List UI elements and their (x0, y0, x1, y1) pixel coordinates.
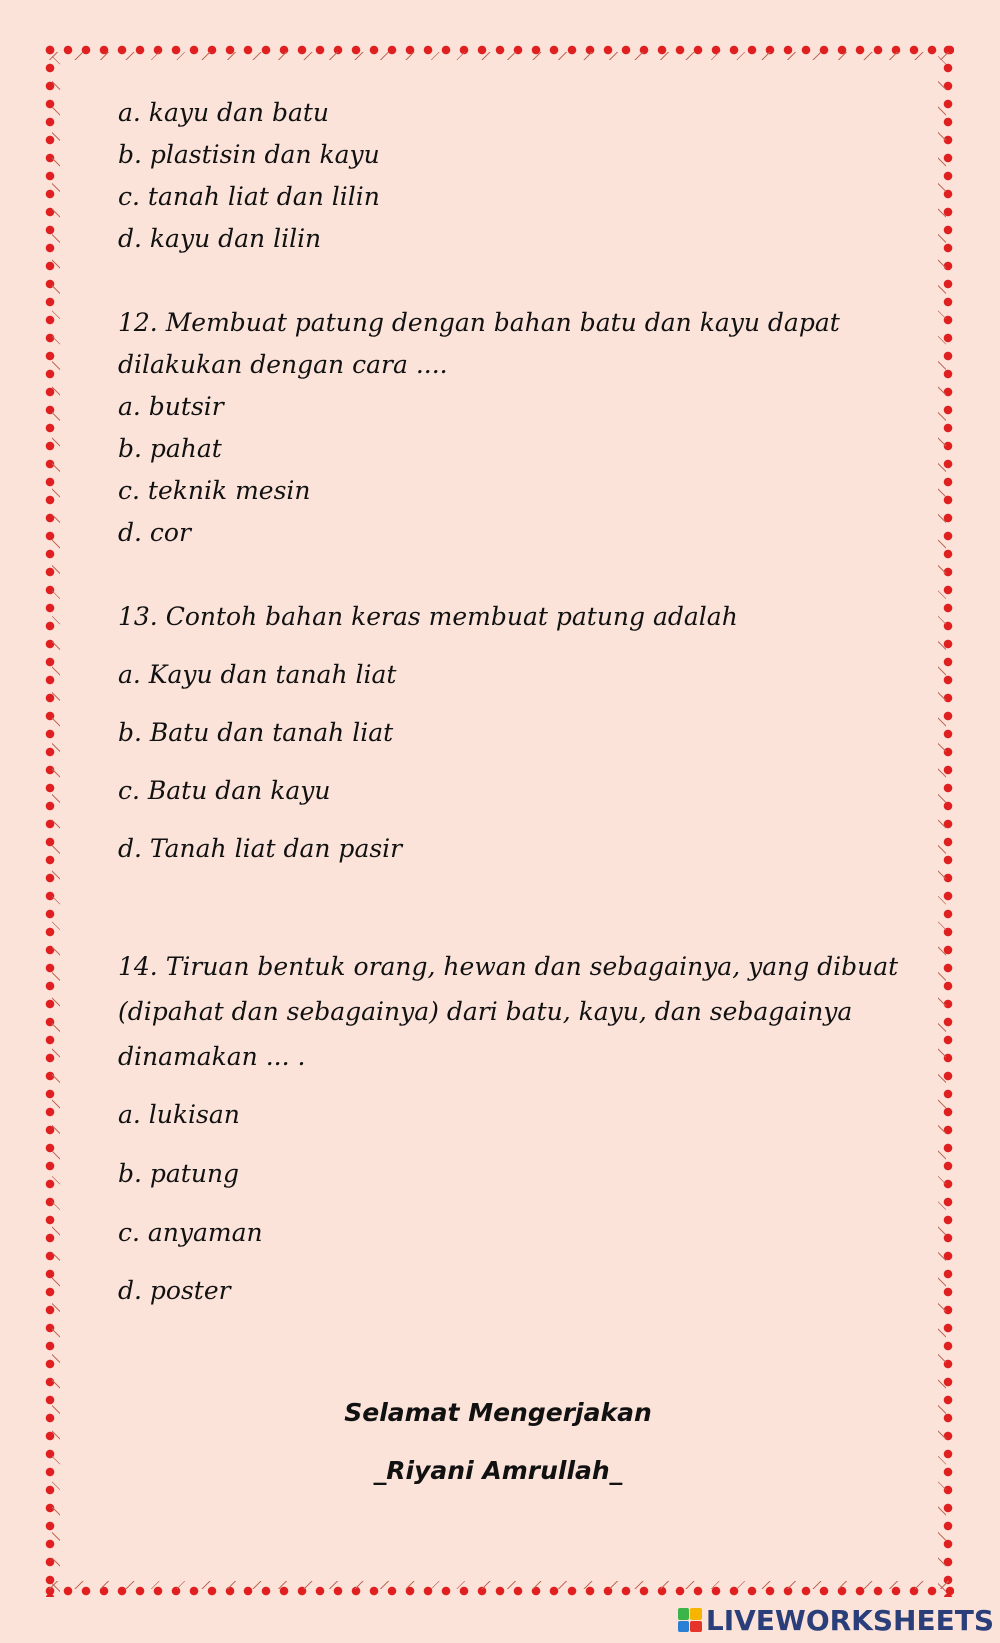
q13-question: 13. Contoh bahan keras membuat patung adalah (118, 602, 738, 631)
stitch-right (938, 44, 946, 1597)
decorative-border (44, 44, 954, 1597)
closing-text: Selamat Mengerjakan (344, 1398, 652, 1427)
q12-option-a: a. butsir (118, 392, 224, 421)
q13-option-d: d. Tanah liat dan pasir (118, 834, 403, 863)
brand-text: LIVEWORKSHEETS (705, 1603, 994, 1637)
q12-question: 12. Membuat patung dengan bahan batu dan kayu dapat (118, 308, 840, 337)
stitch-bottom (44, 1581, 954, 1589)
q13-option-c: c. Batu dan kayu (118, 776, 331, 805)
q12-option-d: d. cor (118, 518, 191, 547)
q14-question-cont2: dinamakan ... . (118, 1042, 306, 1071)
author-name: _Riyani Amrullah_ (373, 1456, 623, 1485)
q12-option-c: c. teknik mesin (118, 476, 311, 505)
q12-question-cont: dilakukan dengan cara .... (118, 350, 448, 379)
q14-option-b: b. patung (118, 1159, 240, 1188)
stitch-top (44, 52, 954, 60)
q11-option-d: d. kayu dan lilin (118, 224, 322, 253)
q11-option-a: a. kayu dan batu (118, 98, 330, 127)
q12-option-b: b. pahat (118, 434, 222, 463)
q13-option-a: a. Kayu dan tanah liat (118, 660, 397, 689)
q13-option-b: b. Batu dan tanah liat (118, 718, 394, 747)
q11-option-c: c. tanah liat dan lilin (118, 182, 380, 211)
q14-question-cont1: (dipahat dan sebagainya) dari batu, kayu, dan sebagainya (118, 997, 853, 1026)
liveworksheets-logo-icon (678, 1608, 702, 1632)
q14-option-a: a. lukisan (118, 1100, 240, 1129)
liveworksheets-logo (678, 1605, 994, 1635)
q11-option-b: b. plastisin dan kayu (118, 140, 380, 169)
q14-option-c: c. anyaman (118, 1218, 263, 1247)
q14-option-d: d. poster (118, 1276, 231, 1305)
stitch-left (52, 44, 60, 1597)
q14-question: 14. Tiruan bentuk orang, hewan dan sebagainya, yang dibuat (118, 952, 899, 981)
